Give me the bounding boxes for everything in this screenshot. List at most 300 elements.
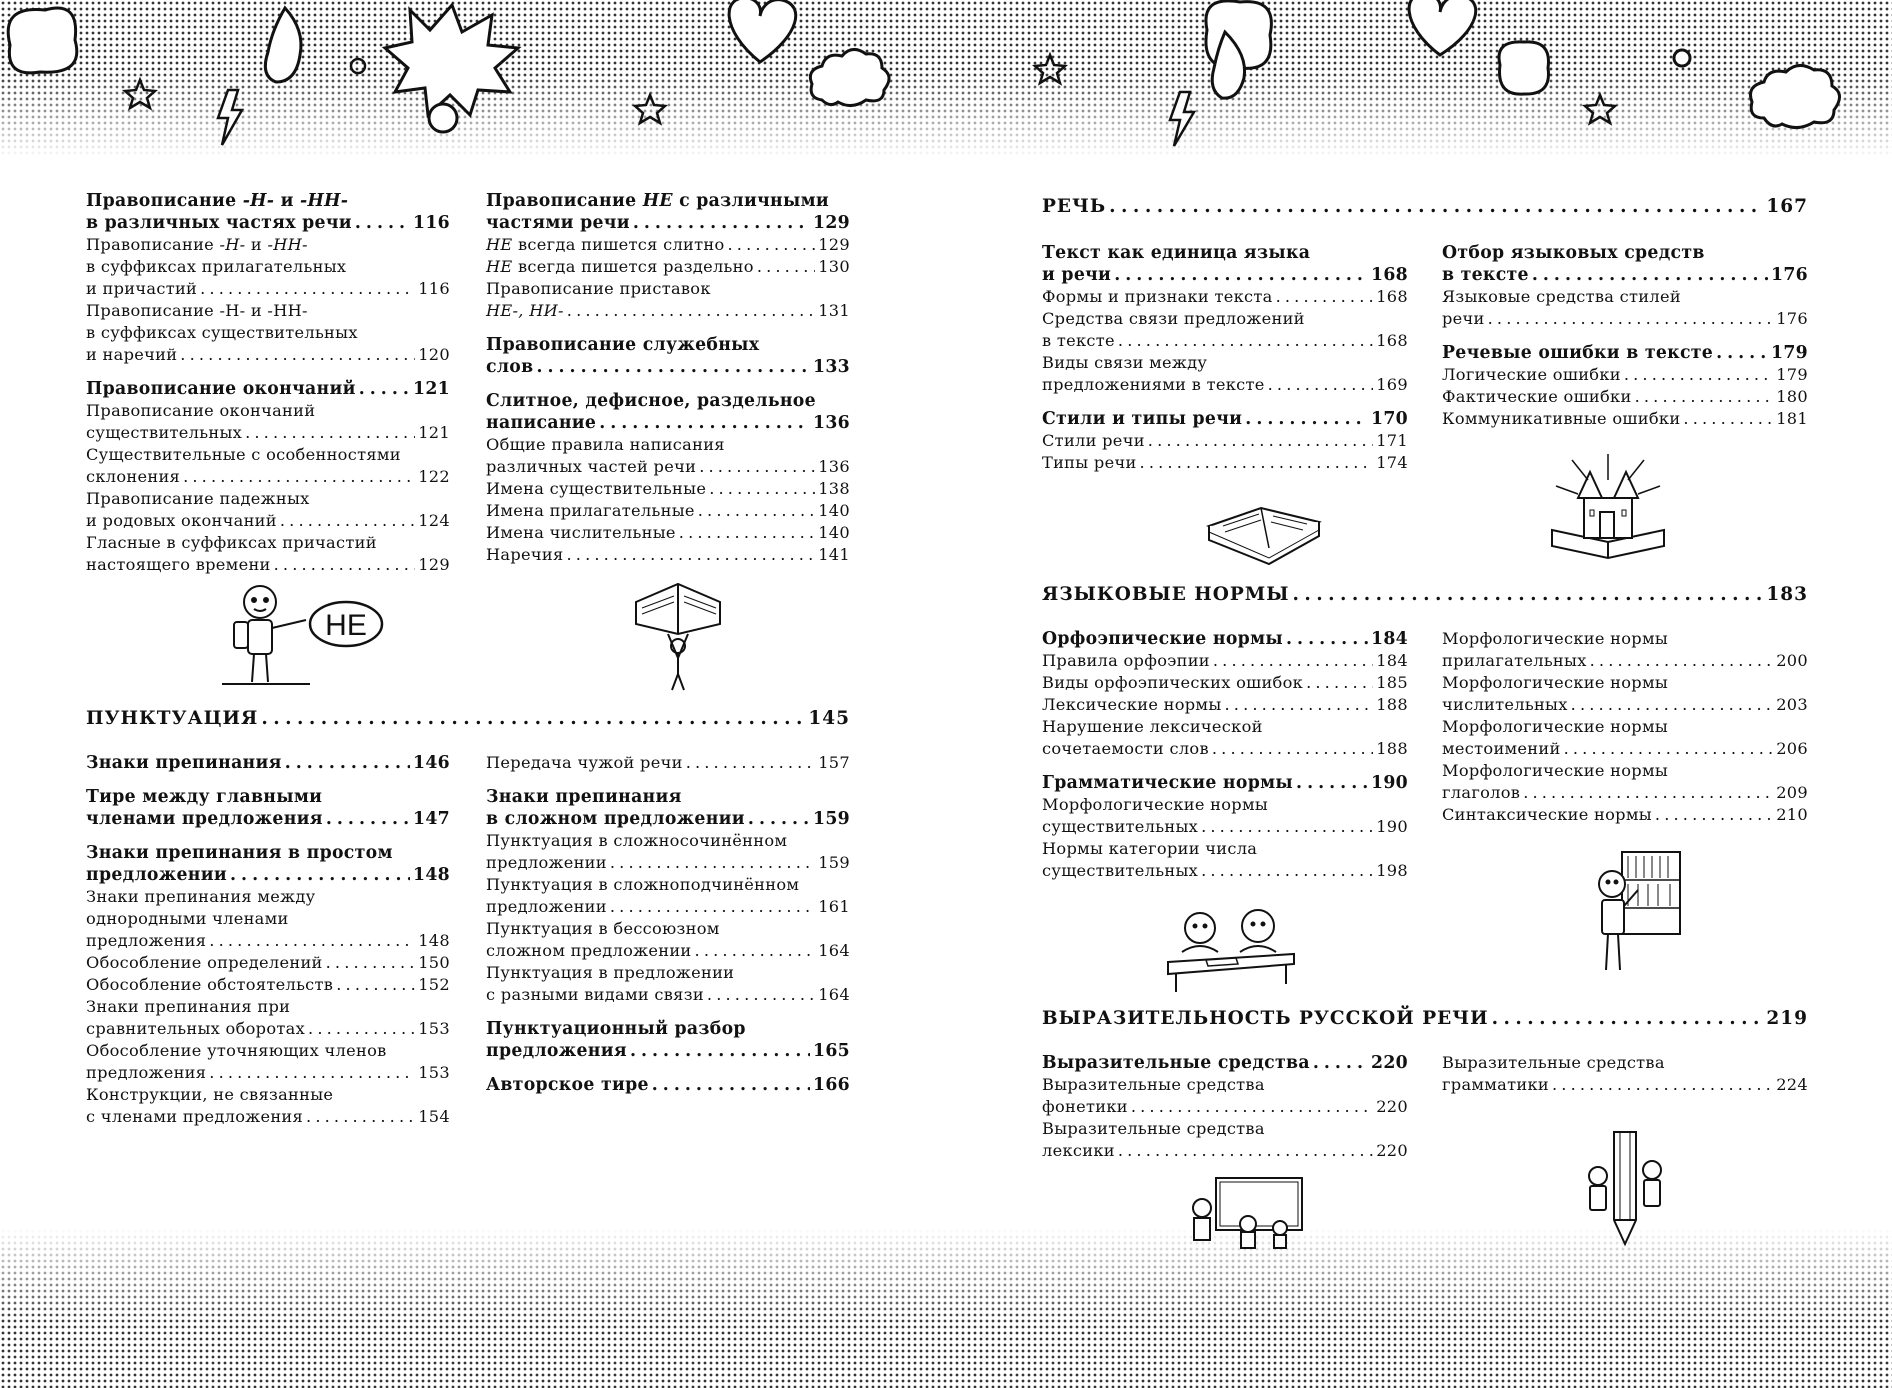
entry-title: Текст как единица языка	[1042, 243, 1311, 263]
leader-dots	[245, 422, 415, 444]
toc-entry[interactable]	[1042, 308, 1408, 352]
leader-dots	[1245, 408, 1368, 430]
heart-icon	[729, 0, 796, 62]
page-number: 140	[818, 501, 850, 520]
toc-entry[interactable]	[1442, 804, 1808, 826]
leader-dots	[1683, 408, 1773, 430]
leader-dots	[652, 1074, 810, 1096]
leader-dots	[1296, 772, 1368, 794]
leader-dots	[1624, 364, 1773, 386]
entry-title: Стили и типы речи	[1042, 409, 1243, 429]
toc-entry[interactable]	[486, 234, 850, 256]
entry-title: Авторское тире	[486, 1075, 649, 1095]
entry-title: Морфологические нормы	[1042, 795, 1269, 814]
section-heading-norms[interactable]	[1042, 582, 1808, 608]
toc-entry[interactable]	[86, 300, 450, 366]
leader-dots	[326, 808, 410, 830]
page-number: 220	[1371, 1053, 1408, 1073]
leader-dots	[686, 752, 816, 774]
entry-title: и причастий	[86, 279, 198, 298]
leader-dots	[285, 752, 410, 774]
page-number: 198	[1376, 861, 1408, 880]
toc-column-10	[1442, 1052, 1808, 1096]
entry-title: Правописание -Н- и -НН-	[86, 235, 308, 254]
page-number: 185	[1376, 673, 1408, 692]
entry-title: существительных	[1042, 861, 1199, 880]
page-number: 164	[818, 941, 850, 960]
entry-title: Морфологические нормы	[1442, 629, 1669, 648]
page-number: 220	[1376, 1097, 1408, 1116]
toc-entry[interactable]	[1442, 408, 1808, 430]
entry-title: глаголов	[1442, 783, 1521, 802]
page-number: 148	[413, 865, 450, 885]
page-number: 153	[418, 1019, 450, 1038]
entry-title: в различных частях речи	[86, 213, 352, 233]
toc-heading-entry[interactable]	[486, 786, 850, 830]
toc-heading-entry[interactable]	[1042, 408, 1408, 430]
entry-title: фонетики	[1042, 1097, 1128, 1116]
entry-title: Выразительные средства	[1042, 1075, 1265, 1094]
toc-entry[interactable]	[86, 886, 450, 952]
leader-dots	[1552, 1074, 1773, 1096]
toc-entry[interactable]	[486, 500, 850, 522]
entry-title: Знаки препинания между	[86, 887, 316, 906]
entry-title: Наречия	[486, 545, 564, 564]
leader-dots	[1492, 1006, 1764, 1032]
entry-title: и родовых окончаний	[86, 511, 277, 530]
leader-dots	[1306, 672, 1373, 694]
toc-heading-entry[interactable]	[1042, 772, 1408, 794]
circle-shape	[1674, 50, 1690, 66]
leader-dots	[230, 864, 410, 886]
page-number: 190	[1371, 773, 1408, 793]
toc-entry[interactable]	[86, 974, 450, 996]
leader-dots	[707, 984, 815, 1006]
toc-heading-entry[interactable]	[486, 390, 850, 434]
halftone-bottom-band	[0, 1228, 1892, 1388]
section-title: ВЫРАЗИТЕЛЬНОСТЬ РУССКОЙ РЕЧИ	[1042, 1008, 1489, 1029]
toc-column-2	[486, 190, 850, 566]
toc-entry[interactable]	[1042, 452, 1408, 474]
page-number: 168	[1376, 287, 1408, 306]
entry-title: предложения	[486, 1041, 627, 1061]
leader-dots	[633, 212, 810, 234]
lightning-icon	[1170, 92, 1194, 146]
entry-title: предложения	[86, 1063, 207, 1082]
toc-entry[interactable]	[86, 996, 450, 1040]
entry-title: Пунктуация в бессоюзном	[486, 919, 720, 938]
page-number: 165	[813, 1041, 850, 1061]
entry-title: в тексте	[1042, 331, 1115, 350]
toc-heading-entry[interactable]	[86, 752, 450, 774]
leader-dots	[630, 1040, 810, 1062]
toc-entry[interactable]	[1042, 838, 1408, 882]
leader-dots	[209, 930, 415, 952]
entry-title: Стили речи	[1042, 431, 1145, 450]
toc-entry[interactable]	[86, 488, 450, 532]
leader-dots	[308, 1018, 415, 1040]
entry-title: Слитное, дефисное, раздельное	[486, 391, 816, 411]
toc-column-4	[486, 752, 850, 1096]
page-number: 184	[1371, 629, 1408, 649]
entry-title: существительных	[1042, 817, 1199, 836]
blackboard-illustration	[1186, 1174, 1306, 1250]
entry-title: лексики	[1042, 1141, 1115, 1160]
page-number: 203	[1776, 695, 1808, 714]
entry-title: Нормы категории числа	[1042, 839, 1258, 858]
entry-title: Пунктуационный разбор	[486, 1019, 746, 1039]
entry-title: Правописание окончаний	[86, 379, 356, 399]
toc-entry[interactable]	[86, 1084, 450, 1128]
page-number: 171	[1376, 431, 1408, 450]
toc-entry[interactable]	[486, 918, 850, 962]
leader-dots	[709, 478, 815, 500]
page-number: 129	[813, 213, 850, 233]
entry-title: частями речи	[486, 213, 630, 233]
entry-title: Правописание окончаний	[86, 401, 316, 420]
entry-title: грамматики	[1442, 1075, 1549, 1094]
page-number: 116	[413, 213, 450, 233]
open-book-illustration	[1205, 486, 1325, 568]
page-number: 166	[813, 1075, 850, 1095]
leader-dots	[1118, 330, 1373, 352]
boy-bookshelf-illustration	[1584, 850, 1684, 980]
entry-title: сравнительных оборотах	[86, 1019, 306, 1038]
leader-dots	[336, 974, 415, 996]
toc-entry[interactable]	[86, 952, 450, 974]
pencil-kids-illustration	[1580, 1130, 1670, 1248]
entry-title: слов	[486, 357, 534, 377]
section-title: РЕЧЬ	[1042, 196, 1107, 217]
toc-entry[interactable]	[1442, 286, 1808, 330]
page-number: 220	[1376, 1141, 1408, 1160]
page-number: 206	[1776, 739, 1808, 758]
toc-heading-entry[interactable]	[86, 378, 450, 400]
leader-dots	[209, 1062, 415, 1084]
toc-entry[interactable]	[1042, 650, 1408, 672]
toc-entry[interactable]	[486, 522, 850, 544]
page-number: 174	[1376, 453, 1408, 472]
toc-column-1	[86, 190, 450, 576]
page-number: 176	[1771, 265, 1808, 285]
toc-heading-entry[interactable]	[486, 190, 850, 234]
toc-heading-entry[interactable]	[86, 190, 450, 234]
toc-entry[interactable]	[1042, 286, 1408, 308]
entry-title: Конструкции, не связанные	[86, 1085, 334, 1104]
entry-title: Знаки препинания в простом	[86, 843, 393, 863]
toc-entry[interactable]	[1042, 1118, 1408, 1162]
leader-dots	[567, 544, 816, 566]
page-number: 152	[418, 975, 450, 994]
page-number: 188	[1376, 739, 1408, 758]
toc-entry[interactable]	[486, 874, 850, 918]
toc-entry[interactable]	[86, 234, 450, 300]
toc-column-3	[86, 752, 450, 1128]
star-icon	[125, 80, 155, 108]
entry-title: Виды связи между	[1042, 353, 1208, 372]
leader-dots	[306, 1106, 415, 1128]
toc-entry[interactable]	[1442, 760, 1808, 804]
toc-heading-entry[interactable]	[86, 842, 450, 886]
leader-dots	[1655, 804, 1773, 826]
entry-title: Языковые средства стилей	[1442, 287, 1681, 306]
page-number: 219	[1766, 1008, 1808, 1029]
entry-title: Нарушение лексической	[1042, 717, 1263, 736]
section-heading-speech[interactable]	[1042, 194, 1808, 220]
entry-title: написание	[486, 413, 597, 433]
entry-title: однородными членами	[86, 909, 289, 928]
page-number: 120	[418, 345, 450, 364]
toc-entry[interactable]	[1442, 628, 1808, 672]
girl-illustration	[220, 580, 390, 690]
toc-column-5	[1042, 242, 1408, 474]
leader-dots	[1276, 286, 1374, 308]
entry-title: Отбор языковых средств	[1442, 243, 1705, 263]
entry-title: предложении	[86, 865, 227, 885]
entry-title: сложном предложении	[486, 941, 692, 960]
entry-title: Морфологические нормы	[1442, 673, 1669, 692]
entry-title: Обособление уточняющих членов	[86, 1041, 387, 1060]
toc-entry[interactable]	[1042, 352, 1408, 396]
entry-title: предложения	[86, 931, 207, 950]
entry-title: Коммуникативные ошибки	[1442, 409, 1681, 428]
entry-title: в суффиксах существительных	[86, 323, 358, 342]
toc-entry[interactable]	[1042, 430, 1408, 452]
star-icon	[1035, 55, 1065, 83]
section-title: ЯЗЫКОВЫЕ НОРМЫ	[1042, 584, 1290, 605]
toc-heading-entry[interactable]	[1442, 342, 1808, 364]
entry-title: с разными видами связи	[486, 985, 704, 1004]
leader-dots	[1140, 452, 1374, 474]
page-number: 150	[418, 953, 450, 972]
toc-entry[interactable]	[486, 256, 850, 278]
entry-title: Пунктуация в сложносочинённом	[486, 831, 788, 850]
entry-title: Морфологические нормы	[1442, 717, 1669, 736]
entry-title: Знаки препинания	[86, 753, 282, 773]
toc-entry[interactable]	[486, 278, 850, 322]
toc-entry[interactable]	[486, 544, 850, 566]
leader-dots	[1635, 386, 1774, 408]
leader-dots	[748, 808, 810, 830]
leader-dots	[567, 300, 815, 322]
entry-title: Правописание падежных	[86, 489, 310, 508]
toc-heading-entry[interactable]	[1042, 242, 1408, 286]
entry-title: членами предложения	[86, 809, 323, 829]
leader-dots	[1212, 738, 1373, 760]
entry-title: Обособление обстоятельств	[86, 975, 334, 994]
toc-heading-entry[interactable]	[86, 786, 450, 830]
toc-heading-entry[interactable]	[486, 334, 850, 378]
page-number: 121	[413, 379, 450, 399]
leader-dots	[1109, 194, 1763, 220]
leader-dots	[355, 212, 410, 234]
toc-entry[interactable]	[1442, 386, 1808, 408]
leader-dots	[1523, 782, 1773, 804]
toc-heading-entry[interactable]	[486, 1074, 850, 1096]
entry-title: Орфоэпические нормы	[1042, 629, 1284, 649]
toc-column-7	[1042, 628, 1408, 882]
leader-dots	[326, 952, 416, 974]
lightning-icon	[218, 90, 242, 145]
leader-dots	[1532, 264, 1768, 286]
page-number: 116	[418, 279, 450, 298]
leader-dots	[1148, 430, 1373, 452]
entry-title: в суффиксах прилагательных	[86, 257, 347, 276]
entry-title: Правописание -Н- и -НН-	[86, 191, 349, 211]
entry-title: Виды орфоэпических ошибок	[1042, 673, 1304, 692]
entry-title: Выразительные средства	[1042, 1119, 1265, 1138]
bubble-shape	[1499, 42, 1549, 94]
page-number: 131	[818, 301, 850, 320]
entry-title: Формы и признаки текста	[1042, 287, 1273, 306]
entry-title: в тексте	[1442, 265, 1529, 285]
entry-title: Знаки препинания при	[86, 997, 291, 1016]
toc-entry[interactable]	[1442, 716, 1808, 760]
entry-title: Выразительные средства	[1042, 1053, 1310, 1073]
leader-dots	[261, 706, 805, 732]
page-number: 209	[1776, 783, 1808, 802]
toc-entry[interactable]	[486, 752, 850, 774]
toc-entry[interactable]	[1442, 364, 1808, 386]
leader-dots	[1201, 860, 1373, 882]
page-number: 164	[818, 985, 850, 1004]
entry-title: Логические ошибки	[1442, 365, 1621, 384]
toc-entry[interactable]	[486, 830, 850, 874]
leader-dots	[1225, 694, 1374, 716]
cloud-shape	[810, 49, 889, 105]
toc-entry[interactable]	[1042, 672, 1408, 694]
entry-title: Гласные в суффиксах причастий	[86, 533, 377, 552]
entry-title: Имена прилагательные	[486, 501, 695, 520]
page-number: 161	[818, 897, 850, 916]
page-number: 145	[808, 708, 850, 729]
entry-title: существительных	[86, 423, 243, 442]
page-number: 148	[418, 931, 450, 950]
entry-title: Фактические ошибки	[1442, 387, 1632, 406]
entry-title: различных частей речи	[486, 457, 697, 476]
toc-entry[interactable]	[486, 434, 850, 478]
entry-title: Имена числительные	[486, 523, 676, 542]
page-number: 140	[818, 523, 850, 542]
toc-heading-entry[interactable]	[1042, 1052, 1408, 1074]
circle-shape	[351, 59, 365, 73]
entry-title: Передача чужой речи	[486, 753, 683, 772]
ne-bubble-label: НЕ	[325, 609, 367, 642]
entry-title: Морфологические нормы	[1442, 761, 1669, 780]
entry-title: Общие правила написания	[486, 435, 725, 454]
bubble-shape	[8, 8, 77, 73]
toc-entry[interactable]	[86, 444, 450, 488]
toc-entry[interactable]	[1042, 794, 1408, 838]
entry-title: и речи	[1042, 265, 1112, 285]
toc-heading-entry[interactable]	[1442, 242, 1808, 286]
entry-title: Обособление определений	[86, 953, 323, 972]
toc-entry[interactable]	[86, 400, 450, 444]
toc-entry[interactable]	[1442, 672, 1808, 716]
entry-title: склонения	[86, 467, 181, 486]
page-number: 210	[1776, 805, 1808, 824]
toc-entry[interactable]	[1042, 694, 1408, 716]
toc-entry[interactable]	[86, 1040, 450, 1084]
page-number: 159	[813, 809, 850, 829]
kids-at-desk-illustration	[1166, 904, 1296, 994]
castle-book-illustration	[1548, 450, 1668, 570]
leader-dots	[1292, 582, 1763, 608]
page-number: 130	[818, 257, 850, 276]
page-number: 136	[813, 413, 850, 433]
entry-title: Типы речи	[1042, 453, 1137, 472]
toc-heading-entry[interactable]	[1042, 628, 1408, 650]
leader-dots	[1213, 650, 1373, 672]
leader-dots	[757, 256, 815, 278]
leader-dots	[698, 500, 815, 522]
section-heading-punctuation[interactable]	[86, 706, 850, 732]
page-number: 188	[1376, 695, 1408, 714]
page-number: 136	[818, 457, 850, 476]
entry-title: Пунктуация в предложении	[486, 963, 735, 982]
page-number: 170	[1371, 409, 1408, 429]
toc-entry[interactable]	[1442, 1052, 1808, 1096]
toc-entry[interactable]	[486, 478, 850, 500]
toc-entry[interactable]	[1042, 716, 1408, 760]
page-number: 179	[1776, 365, 1808, 384]
leader-dots	[359, 378, 410, 400]
toc-entry[interactable]	[486, 962, 850, 1006]
leader-dots	[1564, 738, 1774, 760]
page-number: 153	[418, 1063, 450, 1082]
page-number: 168	[1376, 331, 1408, 350]
leader-dots	[274, 554, 416, 576]
entry-title: настоящего времени	[86, 555, 271, 574]
leader-dots	[1590, 650, 1774, 672]
page-number: 181	[1776, 409, 1808, 428]
entry-title: предложении	[486, 853, 607, 872]
page-number: 138	[818, 479, 850, 498]
toc-entry[interactable]	[86, 532, 450, 576]
entry-title: НЕ всегда пишется раздельно	[486, 257, 754, 276]
burst-shape	[385, 5, 518, 115]
page-number: 141	[818, 545, 850, 564]
top-decorations	[0, 0, 1892, 160]
leader-dots	[695, 940, 816, 962]
leader-dots	[1488, 308, 1774, 330]
entry-title: Грамматические нормы	[1042, 773, 1294, 793]
leader-dots	[728, 234, 816, 256]
page-number: 179	[1771, 343, 1808, 363]
leader-dots	[610, 852, 815, 874]
entry-title: Пунктуация в сложноподчинённом	[486, 875, 800, 894]
page-number: 157	[818, 753, 850, 772]
drop-shape	[265, 8, 301, 82]
page-number: 121	[418, 423, 450, 442]
entry-title: Правописание служебных	[486, 335, 760, 355]
page-number: 159	[818, 853, 850, 872]
entry-title: Средства связи предложений	[1042, 309, 1305, 328]
page-number: 169	[1376, 375, 1408, 394]
entry-title: предложениями в тексте	[1042, 375, 1265, 394]
leader-dots	[280, 510, 415, 532]
leader-dots	[1716, 342, 1768, 364]
toc-heading-entry[interactable]	[486, 1018, 850, 1062]
entry-title: в сложном предложении	[486, 809, 745, 829]
page-number: 183	[1766, 584, 1808, 605]
star-icon	[635, 95, 665, 123]
section-heading-expressiveness[interactable]	[1042, 1006, 1808, 1032]
entry-title: Правописание НЕ с различными	[486, 191, 830, 211]
leader-dots	[1114, 264, 1368, 286]
entry-title: Тире между главными	[86, 787, 323, 807]
toc-entry[interactable]	[1042, 1074, 1408, 1118]
